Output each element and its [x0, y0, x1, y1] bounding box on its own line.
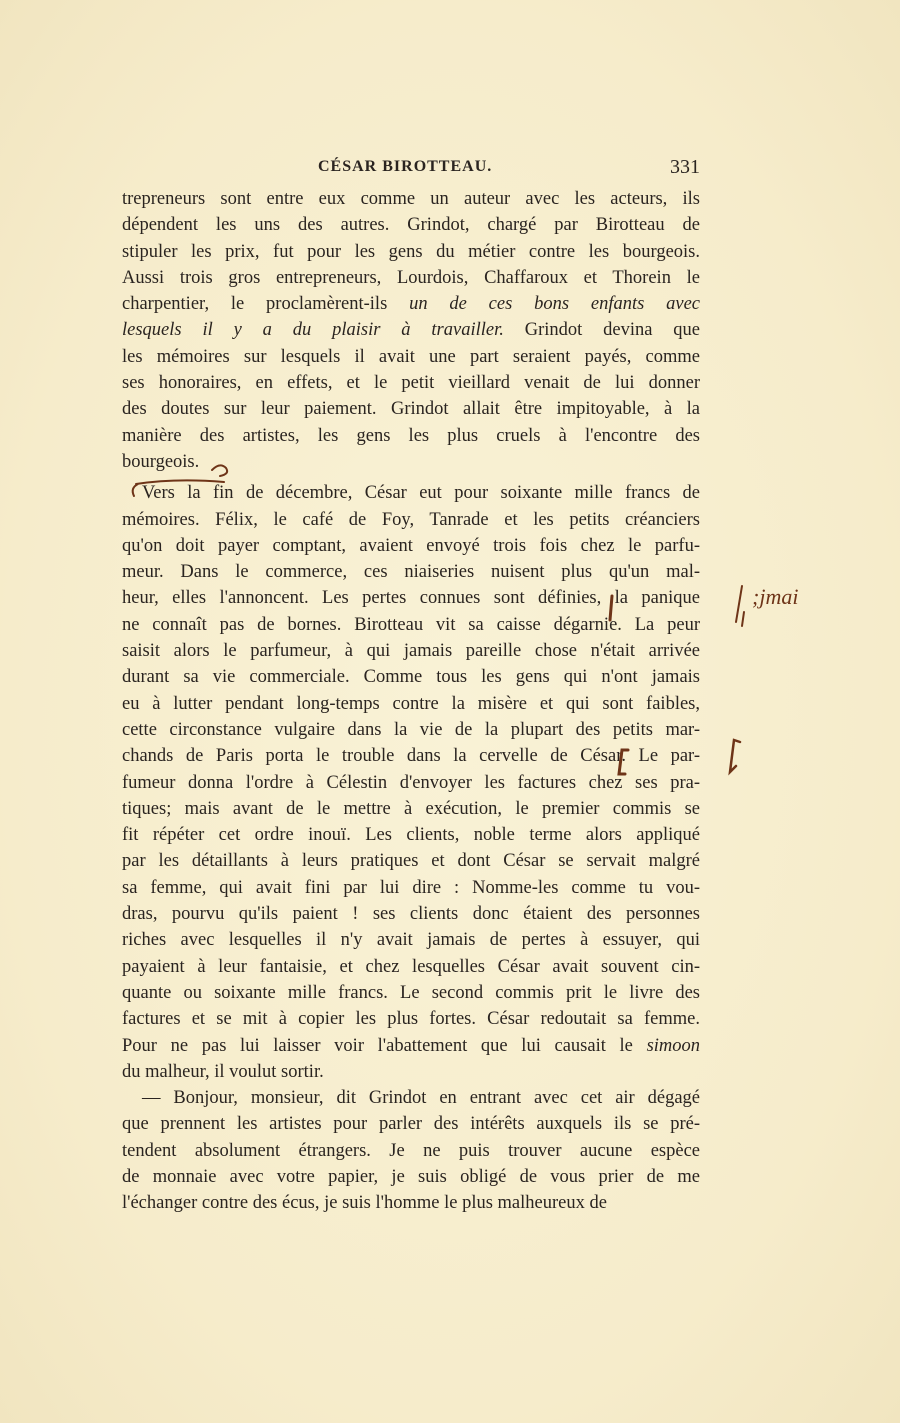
text-line: riches avec lesquelles il n'y avait jamais de pertes à essuyer, qui [122, 930, 700, 951]
text-fragment: charpentier, le proclamèrent-ils [122, 294, 388, 315]
text-line: tendent absolument étrangers. Je ne puis trouver aucune espèce [122, 1140, 700, 1161]
text-line: saisit alors le parfumeur, à qui jamais pareille chose n'était arrivée [122, 641, 700, 662]
text-line: mémoires. Félix, le café de Foy, Tanrade et les petits créanciers [122, 509, 700, 530]
text-line: dépendent les uns des autres. Grindot, chargé par Birotteau de [122, 215, 700, 236]
text-line: durant sa vie commerciale. Comme tous les gens qui n'ont jamais [122, 667, 700, 688]
insert-mark-icon [610, 596, 612, 620]
text-line: des doutes sur leur paiement. Grindot allait être impitoyable, à la [122, 399, 700, 420]
text-line: les mémoires sur lesquels il avait une part seraient payés, comme [122, 346, 700, 367]
text-line: ses honoraires, en effets, et le petit vieillard venait de lui donner [122, 373, 700, 394]
margin-slash-icon [736, 586, 744, 626]
text-line: chands de Paris porta le trouble dans la cervelle de César. Le par- [122, 746, 700, 767]
margin-bracket-icon [730, 740, 740, 772]
text-line: heur, elles l'annoncent. Les pertes connues sont définies, la panique [122, 588, 700, 609]
text-line: qu'on doit payer comptant, avaient envoyé trois fois chez le parfu- [122, 535, 700, 556]
text-line: trepreneurs sont entre eux comme un auteur avec les acteurs, ils [122, 189, 700, 209]
text-fragment: Pour ne pas lui laisser voir l'abattement que lui causait le [122, 1035, 633, 1056]
text-line: ne connaît pas de bornes. Birotteau vit sa caisse dégarnie. La peur [122, 614, 700, 635]
text-line: — Bonjour, monsieur, dit Grindot en entrant avec cet air dégagé [142, 1088, 700, 1109]
paragraph-mark-icon [133, 465, 227, 496]
text-line: du malheur, il voulut sortir. [122, 1061, 324, 1082]
text-line: Aussi trois gros entrepreneurs, Lourdois, Chaffaroux et Thorein le [122, 267, 700, 288]
text-line: manière des artistes, les gens les plus cruels à l'encontre des [122, 425, 700, 446]
text-line: tiques; mais avant de le mettre à exécution, le premier commis se [122, 798, 700, 819]
text-fragment: simoon [646, 1035, 700, 1056]
text-line: fumeur donna l'ordre à Célestin d'envoyer les factures chez ses pra- [122, 772, 700, 793]
text-line: l'échanger contre des écus, je suis l'homme le plus malheureux de [122, 1193, 607, 1214]
text-line: que prennent les artistes pour parler des intérêts auxquels ils se pré- [122, 1114, 700, 1135]
text-line: meur. Dans le commerce, ces niaiseries nuisent plus qu'un mal- [122, 562, 700, 583]
text-line: de monnaie avec votre papier, je suis obligé de vous prier de me [122, 1166, 700, 1187]
text-line: bourgeois. [122, 451, 200, 472]
text-line: eu à lutter pendant long-temps contre la misère et qui sont faibles, [122, 693, 700, 714]
text-fragment: Grindot devina que [524, 320, 700, 341]
text-line: factures et se mit à copier les plus fortes. César redoutait sa femme. [122, 1009, 700, 1030]
running-title: CÉSAR BIROTTEAU. [318, 158, 493, 175]
text-fragment: lesquels il y a du plaisir à travailler. [122, 320, 504, 341]
margin-note: ;jmai [752, 584, 799, 609]
text-line: cette circonstance vulgaire dans la vie de la plupart des petits mar- [122, 719, 700, 740]
bracket-mark-icon [619, 750, 628, 774]
text-fragment: un de ces bons enfants avec [409, 294, 700, 315]
page-number: 331 [670, 156, 700, 178]
text-line: Vers la fin de décembre, César eut pour soixante mille francs de [142, 483, 700, 504]
text-line: dras, pourvu qu'ils paient ! ses clients donc étaient des personnes [122, 904, 700, 925]
text-line: par les détaillants à leurs pratiques et dont César se servait malgré [122, 851, 700, 872]
text-line: payaient à leur fantaisie, et chez lesquelles César avait souvent cin- [122, 956, 700, 977]
text-line: quante ou soixante mille francs. Le second commis prit le livre des [122, 982, 700, 1003]
text-line: sa femme, qui avait fini par lui dire : Nomme-les comme tu vou- [122, 877, 700, 898]
text-line: fit répéter cet ordre inouï. Les clients, noble terme alors appliqué [122, 825, 700, 846]
text-line: stipuler les prix, fut pour les gens du métier contre les bourgeois. [122, 241, 700, 262]
